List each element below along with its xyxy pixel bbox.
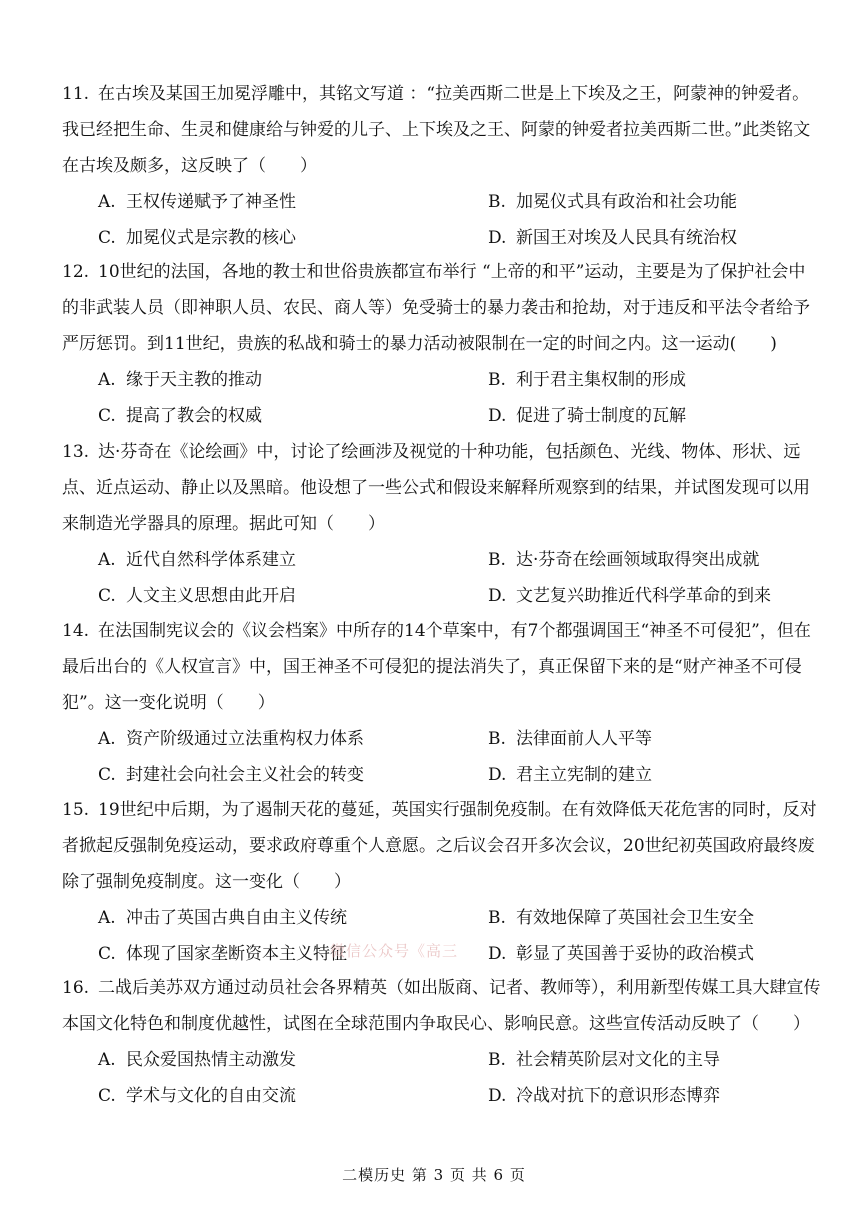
question-13 — [62, 434, 822, 614]
question-stem — [62, 434, 822, 542]
option-d: D. 文艺复兴助推近代科学革命的到来 — [488, 586, 771, 606]
question-text: 在古埃及某国王加冕浮雕中，其铭文写道 ：“拉美西斯二世是上下埃及之王，阿蒙神的钟爱者。我已经把生命、生灵和健康给与钟爱的儿子、上下埃及之王、阿蒙的钟爱者拉美西斯二世。”此类铭文在古埃及颇多，这反映了（ ） — [62, 84, 811, 176]
options-row — [62, 1078, 822, 1114]
option-d: D. 冷战对抗下的意识形态博弈 — [488, 1086, 720, 1106]
question-stem — [62, 76, 822, 184]
question-number: 13. — [62, 442, 90, 462]
options-row — [62, 900, 822, 936]
watermark: 微信公众号《高三 — [330, 942, 459, 960]
option-a: A. 缘于天主教的推动 — [98, 370, 262, 390]
question-11 — [62, 76, 822, 256]
options-row — [62, 184, 822, 220]
options-row — [62, 757, 822, 793]
question-number: 16. — [62, 978, 90, 998]
option-b: B. 利于君主集权制的形成 — [488, 370, 686, 390]
options-row — [62, 398, 822, 434]
option-b: B. 加冕仪式具有政治和社会功能 — [488, 192, 737, 212]
option-d: D. 新国王对埃及人民具有统治权 — [488, 228, 737, 248]
question-text: 19世纪中后期，为了遏制天花的蔓延，英国实行强制免疫制。在有效降低天花危害的同时，反对者掀起反强制免疫运动，要求政府尊重个人意愿。之后议会召开多次会议，20世纪初英国政府最终废除了强制免疫制度。这一变化（ ） — [62, 800, 817, 892]
question-text: 二战后美苏双方通过动员社会各界精英（如出版商、记者、教师等），利用新型传媒工具大肆宣传本国文化特色和制度优越性，试图在全球范围内争取民心、影响民意。这些宣传活动反映了（ ） — [62, 978, 821, 1034]
option-d: D. 君主立宪制的建立 — [488, 765, 652, 785]
question-number: 11. — [62, 84, 90, 104]
options-row — [62, 1042, 822, 1078]
option-c: C. 人文主义思想由此开启 — [98, 586, 296, 606]
question-16 — [62, 970, 822, 1114]
options-row — [62, 220, 822, 256]
question-number: 15. — [62, 800, 90, 820]
question-number: 14. — [62, 621, 90, 641]
option-b: B. 社会精英阶层对文化的主导 — [488, 1050, 720, 1070]
page-footer: 二模历史 第 3 页 共 6 页 — [342, 1166, 526, 1184]
option-c: C. 封建社会向社会主义社会的转变 — [98, 765, 364, 785]
question-stem — [62, 970, 822, 1042]
option-b: B. 法律面前人人平等 — [488, 729, 652, 749]
option-c: C. 提高了教会的权威 — [98, 406, 262, 426]
option-c: C. 学术与文化的自由交流 — [98, 1086, 296, 1106]
options-row — [62, 721, 822, 757]
options-row — [62, 542, 822, 578]
options-row — [62, 362, 822, 398]
option-a: A. 资产阶级通过立法重构权力体系 — [98, 729, 364, 749]
option-a: A. 民众爱国热情主动激发 — [98, 1050, 296, 1070]
question-number: 12. — [62, 262, 90, 282]
question-text: 在法国制宪议会的《议会档案》中所存的14个草案中，有7个都强调国王“神圣不可侵犯”，但在最后出台的《人权宣言》中，国王神圣不可侵犯的提法消失了，真正保留下来的是“财产神圣不可侵犯”。这一变化说明（ ） — [62, 621, 811, 713]
question-stem — [62, 254, 822, 362]
question-stem — [62, 792, 822, 900]
question-text: 10世纪的法国，各地的教士和世俗贵族都宣布举行 “上帝的和平”运动，主要是为了保护社会中的非武装人员（即神职人员、农民、商人等）免受骑士的暴力袭击和抢劫，对于违反和平法令者给予严厉惩罚。到11世纪，贵族的私战和骑士的暴力活动被限制在一定的时间之内。这一运动( ) — [62, 262, 810, 354]
question-14 — [62, 613, 822, 793]
option-b: B. 达·芬奇在绘画领域取得突出成就 — [488, 550, 760, 570]
question-text: 达·芬奇在《论绘画》中，讨论了绘画涉及视觉的十种功能，包括颜色、光线、物体、形状、远点、近点运动、静止以及黑暗。他设想了一些公式和假设来解释所观察到的结果，并试图发现可以用来制造光学器具的原理。据此可知（ ） — [62, 442, 810, 534]
option-a: A. 冲击了英国古典自由主义传统 — [98, 908, 347, 928]
option-d: D. 促进了骑士制度的瓦解 — [488, 406, 686, 426]
option-a: A. 近代自然科学体系建立 — [98, 550, 296, 570]
option-c: C. 体现了国家垄断资本主义特征 — [98, 944, 347, 964]
option-a: A. 王权传递赋予了神圣性 — [98, 192, 296, 212]
option-b: B. 有效地保障了英国社会卫生安全 — [488, 908, 754, 928]
question-stem — [62, 613, 822, 721]
question-12 — [62, 254, 822, 434]
option-c: C. 加冕仪式是宗教的核心 — [98, 228, 296, 248]
option-d: D. 彰显了英国善于妥协的政治模式 — [488, 944, 754, 964]
options-row — [62, 578, 822, 614]
